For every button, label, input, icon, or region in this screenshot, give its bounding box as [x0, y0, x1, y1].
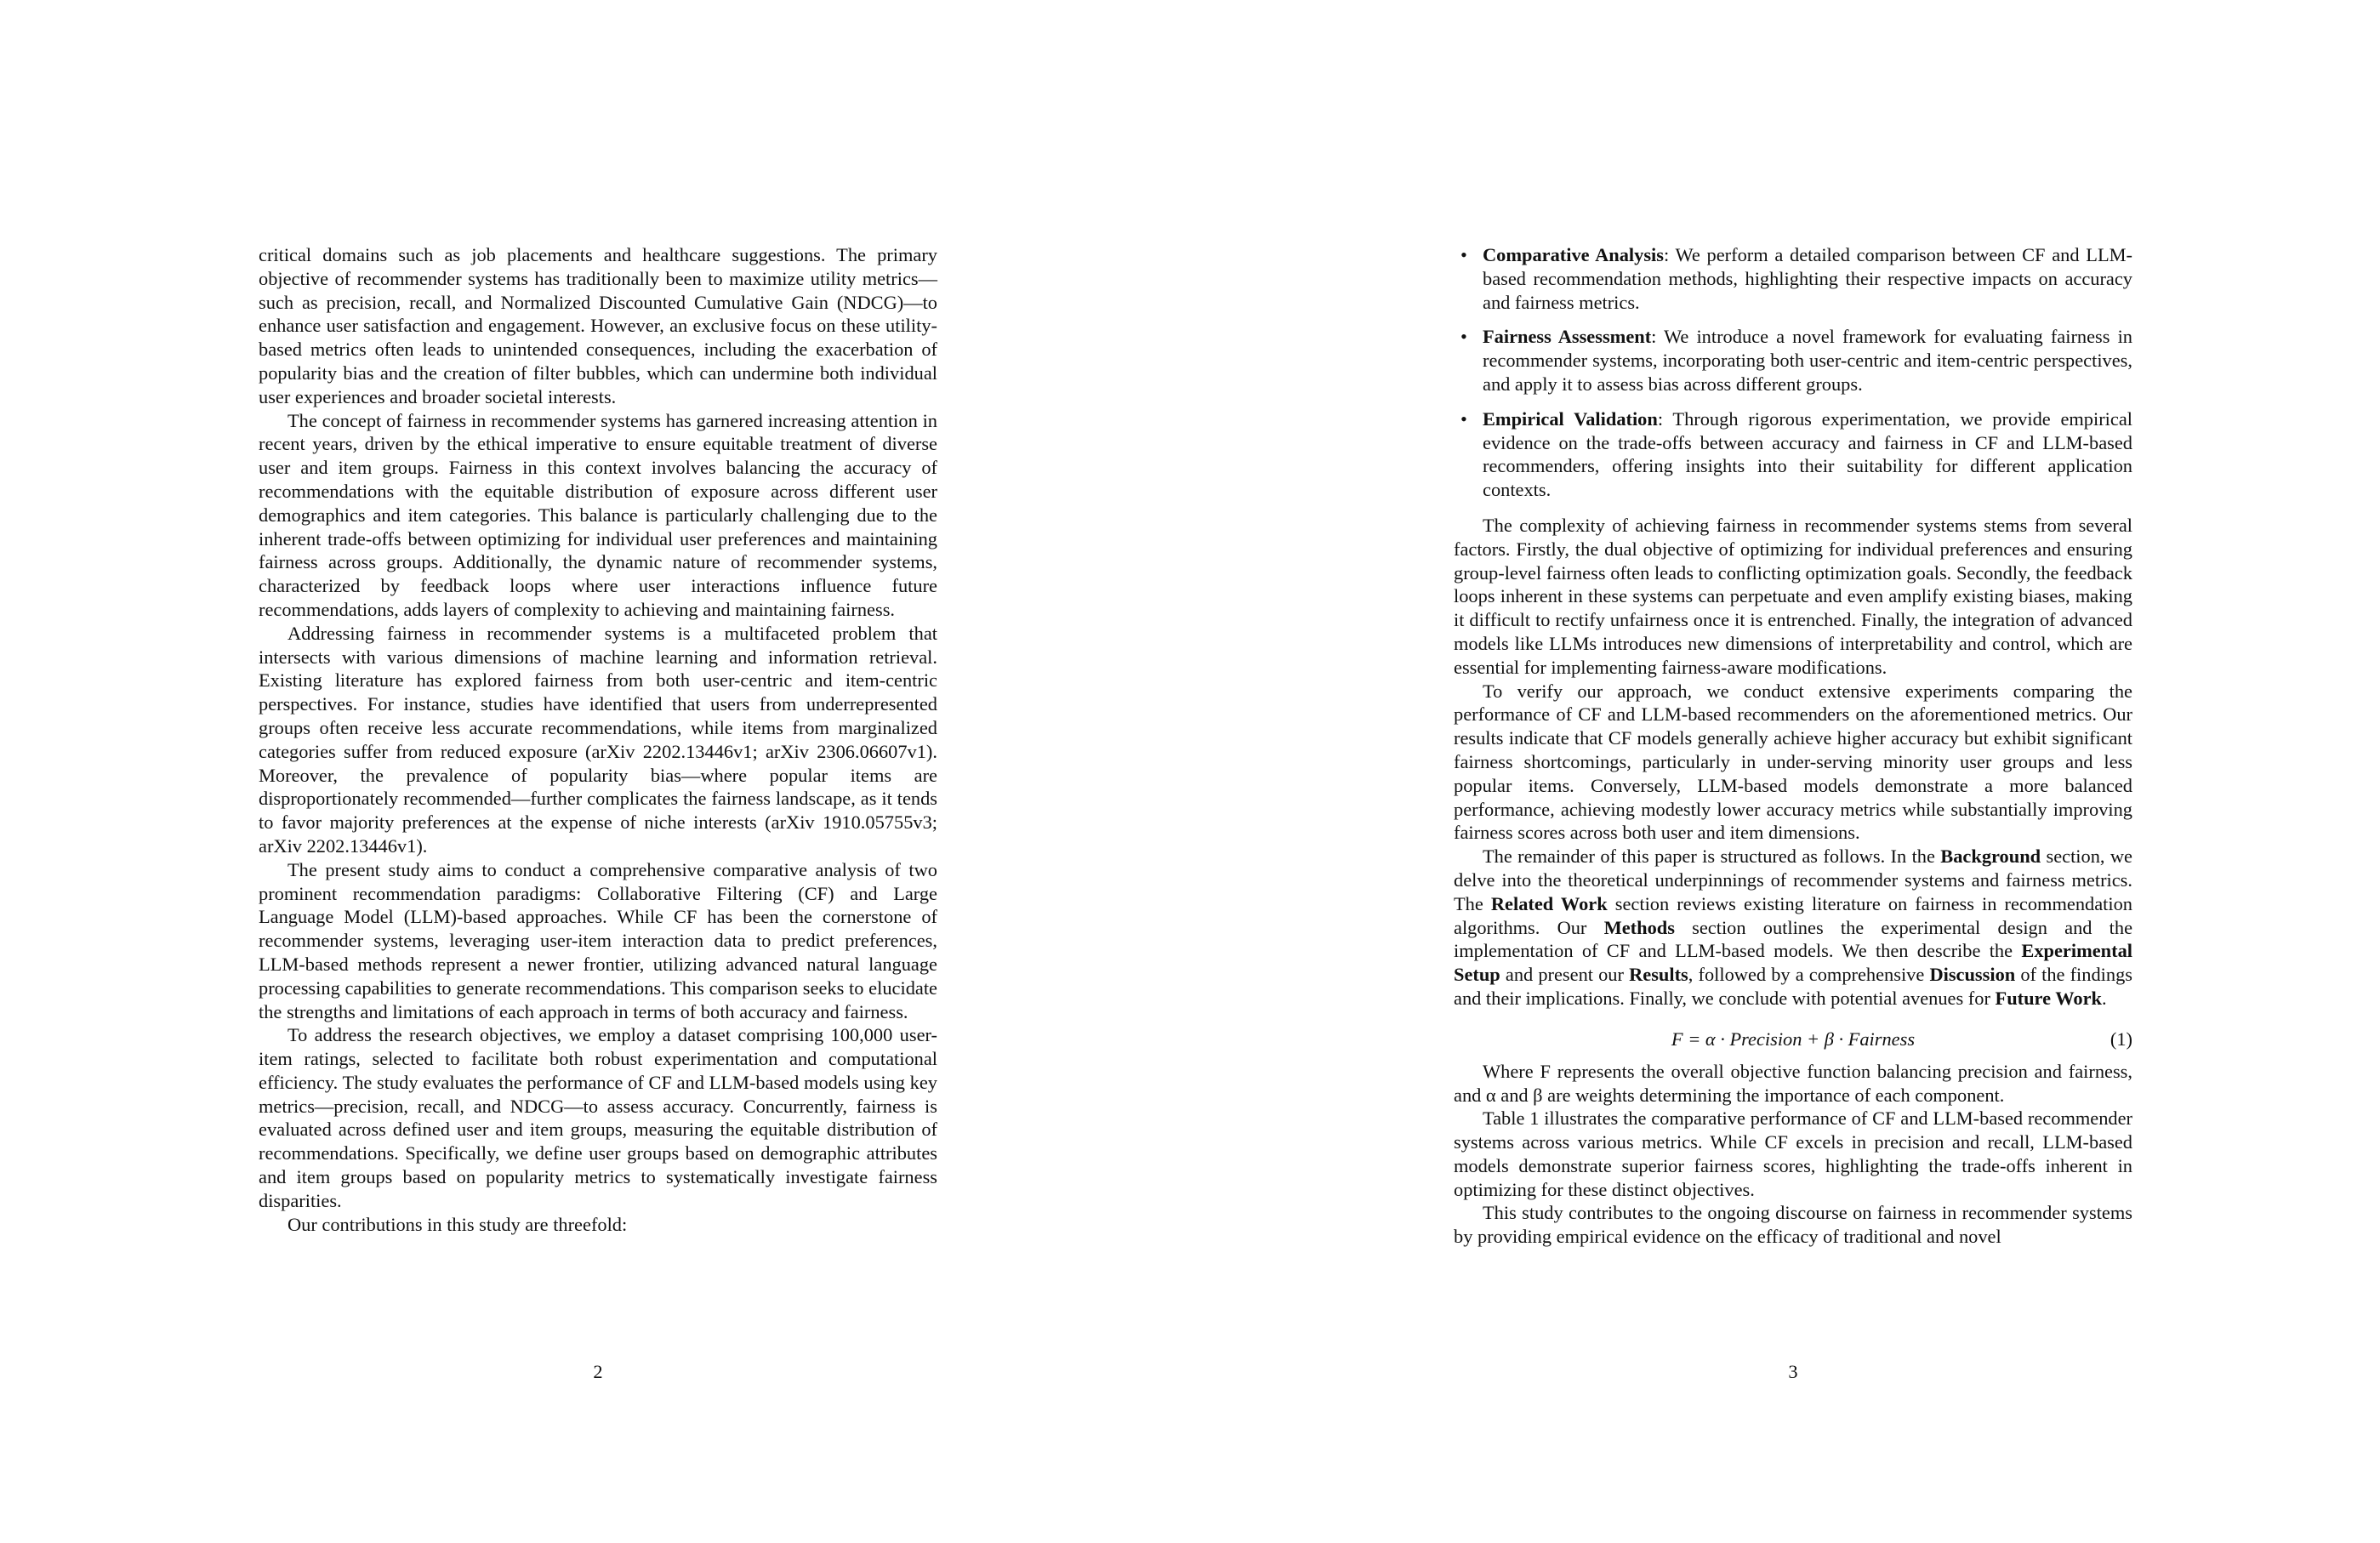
section-ref-experimental-setup: Experimental Setup [1454, 940, 2132, 986]
bullet-icon: • [1460, 244, 1467, 265]
page-number-left: 2 [593, 1361, 603, 1382]
bullet-text: : Through rigorous experimentation, we provide empirical evidence on the trade-offs between accuracy and fairness in CF and LLM-based recommenders, offering insights into their suitability for different application contexts. [1483, 407, 2132, 501]
bullet-text: : We introduce a novel framework for evaluating fairness in recommender systems, incorporating both user-centric and item-centric perspectives, and apply it to assess bias across different groups. [1483, 326, 2132, 395]
paragraph-table-reference: Table 1 illustrates the comparative performance of CF and LLM-based recommender systems across various metrics. While CF excels in precision and recall, LLM-based models demonstrate superior fairness scores, highlighting the trade-offs inherent in optimizing for these distinct objectives. [1454, 1107, 2132, 1200]
bullet-term: Comparative Analysis [1483, 244, 1664, 265]
bullet-term: Empirical Validation [1483, 407, 1658, 430]
section-ref-background: Background [1940, 846, 2041, 868]
left-page-body [259, 243, 937, 1236]
section-ref-discussion: Discussion [1929, 964, 2016, 986]
paragraph-present-study: The present study aims to conduct a comprehensive comparative analysis of two prominent recommendation paradigms: Collaborative Filtering (CF) and Large Language Model (LLM)-based approaches. While CF has been the cornerstone of recommender systems, leveraging user-item interaction data to predict preferences, LLM-based methods represent a newer frontier, utilizing advanced natural language processing capabilities to generate recommendations. This comparison seeks to elucidate the strengths and limitations of each approach in terms of both accuracy and fairness. [259, 858, 937, 1022]
bullet-term: Fairness Assessment [1483, 326, 1652, 348]
section-ref-results: Results [1629, 964, 1688, 986]
paragraph-paper-structure: The remainder of this paper is structured as follows. In the Background section, we delve into the theoretical underpinnings of recommender systems and fairness metrics. The Related Work section reviews existing literature on fairness in recommendation algorithms. Our Methods section outlines the experimental design and the implementation of CF and LLM-based models. We then describe the Experimental Setup and present our Results, followed by a comprehensive Discussion of the findings and their implications. Finally, we conclude with potential avenues for Future Work. [1454, 846, 2133, 1009]
paragraph-utility-metrics: critical domains such as job placements and healthcare suggestions. The primary objective of recommender systems has traditionally been to maximize utility metrics—such as precision, recall, and Normalized Discounted Cumulative Gain (NDCG)—to enhance user satisfaction and engagement. However, an exclusive focus on these utility-based metrics often leads to unintended consequences, including the exacerbation of popularity bias and the creation of filter bubbles, which can undermine both individual user experiences and broader societal interests. [259, 244, 937, 407]
list-item [1454, 407, 2132, 502]
paragraph-study-contribution: This study contributes to the ongoing discourse on fairness in recommender systems by providing empirical evidence on the efficacy of traditional and novel [1454, 1202, 2132, 1248]
paragraph-addressing-fairness: Addressing fairness in recommender systems is a multifaceted problem that intersects with various dimensions of machine learning and information retrieval. Existing literature has explored fairness from both user-centric and item-centric perspectives. For instance, studies have identified that users from underrepresented groups often receive less accurate recommendations, while items from marginalized categories suffer from reduced exposure (arXiv 2202.13446v1; arXiv 2306.06607v1). Moreover, the prevalence of popularity bias—where popular items are disproportionately recommended—further complicates the fairness landscape, as it tends to favor majority preferences at the expense of niche interests (arXiv 1910.05755v3; arXiv 2202.13446v1). [259, 622, 937, 857]
right-page [1190, 0, 2380, 1543]
page-number-right: 3 [1788, 1361, 1798, 1382]
list-item [1454, 325, 2132, 396]
list-item [1454, 243, 2132, 314]
paragraph-fairness-concept: The concept of fairness in recommender systems has garnered increasing attention in recent years, driven by the ethical imperative to ensure equitable treatment of diverse user and item groups. Fairness in this context involves balancing the accuracy of recommendations with the equitable distribution of exposure across different user demographics and item categories. This balance is particularly challenging due to the inherent trade-offs between optimizing for individual user preferences and maintaining fairness across groups. Additionally, the dynamic nature of recommender systems, characterized by feedback loops where user interactions influence future recommendations, adds layers of complexity to achieving and maintaining fairness. [259, 409, 937, 620]
equation-objective [1454, 1028, 2132, 1051]
contributions-list [1454, 243, 2132, 502]
paragraph-equation-explanation: Where F represents the overall objective function balancing precision and fairness, and α and β are weights determining the importance of each component. [1454, 1060, 2132, 1106]
paragraph-contributions-intro: Our contributions in this study are threefold: [288, 1213, 628, 1235]
section-ref-methods: Methods [1603, 916, 1675, 938]
paragraph-complexity: The complexity of achieving fairness in recommender systems stems from several factors. Firstly, the dual objective of optimizing for individual preferences and ensuring group-level fairness often leads to conflicting optimization goals. Secondly, the feedback loops inherent in these systems can perpetuate and even amplify existing biases, making it difficult to rectify unfairness once it is entrenched. Finally, the integration of advanced models like LLMs introduces new dimensions of interpretability and control, which are essential for implementing fairness-aware modifications. [1454, 514, 2132, 678]
section-ref-future-work: Future Work [1995, 987, 2102, 1009]
bullet-icon: • [1460, 326, 1467, 348]
equation-expression: F = α · Precision + β · Fairness [1671, 1028, 1916, 1050]
right-page-body [1454, 243, 2132, 1249]
paragraph-research-objectives: To address the research objectives, we employ a dataset comprising 100,000 user-item ratings, selected to facilitate both robust experimentation and computational efficiency. The study evaluates the performance of CF and LLM-based models using key metrics—precision, recall, and NDCG—to assess accuracy. Concurrently, fairness is evaluated across defined user and item groups, measuring the equitable distribution of recommendations. Specifically, we define user groups based on demographic attributes and item groups based on popularity metrics to systematically investigate fairness disparities. [259, 1024, 937, 1211]
bullet-icon: • [1460, 407, 1467, 430]
section-ref-related-work: Related Work [1490, 892, 1608, 914]
paragraph-verify-approach: To verify our approach, we conduct extensive experiments comparing the performance of CF and LLM-based recommenders on the aforementioned metrics. Our results indicate that CF models generally achieve higher accuracy but exhibit significant fairness shortcomings, particularly in under-serving minority user groups and less popular items. Conversely, LLM-based models demonstrate a more balanced performance, achieving modestly lower accuracy metrics while substantially improving fairness scores across both user and item dimensions. [1454, 680, 2132, 844]
bullet-text: : We perform a detailed comparison between CF and LLM-based recommendation methods, highlighting their respective impacts on accuracy and fairness metrics. [1483, 244, 2132, 313]
equation-number: (1) [2110, 1028, 2132, 1050]
